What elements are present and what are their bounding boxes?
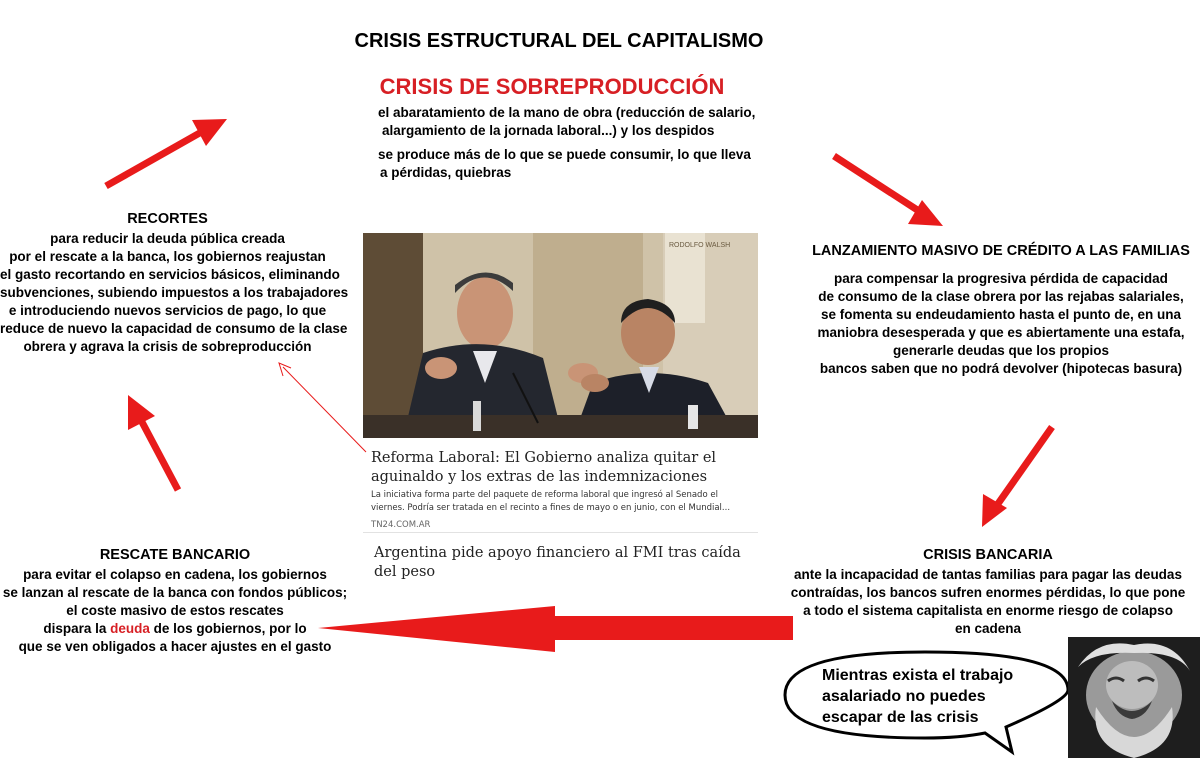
- recortes-line-5: e introduciendo nuevos servicios de pago, lo que: [8, 303, 327, 318]
- rescate-line-1: para evitar el colapso en cadena, los gobiernos: [23, 567, 327, 582]
- news-second-headline[interactable]: Argentina pide apoyo financiero al FMI tras caída del peso: [374, 545, 741, 580]
- recortes-line-2: por el rescate a la banca, los gobiernos reajustan: [9, 249, 326, 264]
- sobreproduccion-line-1: el abaratamiento de la mano de obra (reducción de salario,: [378, 105, 756, 120]
- rescate-line-5: que se ven obligados a hacer ajustes en el gasto: [18, 639, 332, 654]
- rescate-heading: RESCATE BANCARIO: [99, 547, 251, 563]
- credito-line-2: de consumo de la clase obrera por las rejabas salariales,: [818, 289, 1184, 304]
- credito-line-3: se fomenta su endeudamiento hasta el punto de, en una: [820, 307, 1182, 322]
- book-spine-label: RODOLFO WALSH: [669, 242, 731, 249]
- crisis-bancaria-line-3: a todo el sistema capitalista en enorme riesgo de colapso: [803, 603, 1173, 618]
- credito-line-1: para compensar la progresiva pérdida de capacidad: [834, 271, 1168, 286]
- crisis-bancaria-line-2: contraídas, los bancos sufren enormes pérdidas, lo que pone: [790, 585, 1186, 600]
- sobreproduccion-line-4: a pérdidas, quiebras: [380, 165, 512, 180]
- rescate-line-4-post: de los gobiernos, por lo: [149, 621, 307, 636]
- arrow-crisis-bancaria-to-rescate: [318, 606, 793, 652]
- recortes-heading: RECORTES: [127, 211, 208, 227]
- recortes-line-1: para reducir la deuda pública creada: [50, 231, 285, 246]
- bubble-text: [822, 665, 1013, 728]
- credito-line-5: generarle deudas que los propios: [892, 343, 1110, 358]
- news-headline[interactable]: Reforma Laboral: El Gobierno analiza quitar el aguinaldo y los extras de las indemnizaciones: [371, 450, 717, 485]
- recortes-line-6: reduce de nuevo la capacidad de consumo de la clase: [0, 321, 348, 336]
- bubble-line-2: asalariado no puedes: [822, 688, 986, 705]
- credito-heading: LANZAMIENTO MASIVO DE CRÉDITO A LAS FAMILIAS: [812, 243, 1190, 259]
- recortes-line-3: el gasto recortando en servicios básicos, eliminando: [0, 267, 340, 282]
- page-title: CRISIS ESTRUCTURAL DEL CAPITALISMO: [354, 30, 764, 52]
- portrait-illustration: [1068, 637, 1200, 758]
- portrait: [1068, 637, 1200, 758]
- crisis-bancaria-line-1: ante la incapacidad de tantas familias para pagar las deudas: [794, 567, 1182, 582]
- thin-arrow-news-to-recortes: [279, 363, 366, 452]
- crisis-bancaria-heading: CRISIS BANCARIA: [923, 547, 1053, 563]
- credito-line-6: bancos saben que no podrá devolver (hipotecas basura): [819, 361, 1183, 376]
- arrow-sobreproduccion-to-credito: [834, 156, 943, 226]
- crisis-bancaria-line-4: en cadena: [954, 621, 1022, 636]
- credito-line-4: maniobra desesperada y que es abiertamente una estafa,: [817, 325, 1185, 340]
- news-source: TN24.COM.AR: [371, 520, 431, 530]
- sobreproduccion-line-2: alargamiento de la jornada laboral...) y los despidos: [382, 123, 715, 138]
- arrow-credito-to-crisis-bancaria: [982, 427, 1052, 527]
- recortes-line-4: subvenciones, subiendo impuestos a los trabajadores: [0, 285, 349, 300]
- sobreproduccion-line-3: se produce más de lo que se puede consumir, lo que lleva: [378, 147, 751, 162]
- bubble-line-3: escapar de las crisis: [822, 709, 979, 726]
- bubble-line-1: Mientras exista el trabajo: [822, 667, 1014, 684]
- rescate-line-4-pre: dispara la: [43, 621, 111, 636]
- news-description: La iniciativa forma parte del paquete de reforma laboral que ingresó al Senado el viernes. Podría ser tratada en el recinto a fines de mayo o en junio, con el Mundial...: [371, 490, 731, 513]
- rescate-line-3: el coste masivo de estos rescates: [66, 603, 284, 618]
- deuda-highlight: deuda: [110, 621, 150, 636]
- sobreproduccion-heading: CRISIS DE SOBREPRODUCCIÓN: [379, 74, 725, 99]
- arrow-recortes-to-sobreproduccion: [106, 119, 227, 186]
- arrow-rescate-to-recortes: [128, 395, 178, 490]
- rescate-line-2: se lanzan al rescate de la banca con fondos públicos;: [2, 585, 348, 600]
- recortes-line-7: obrera y agrava la crisis de sobreproducción: [23, 339, 312, 354]
